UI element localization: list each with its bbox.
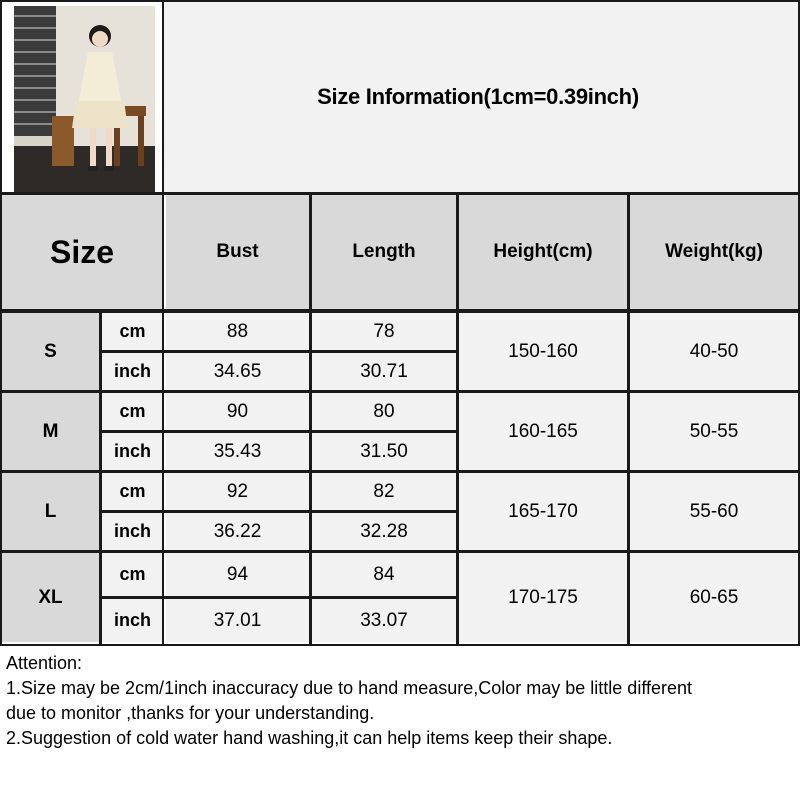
bust-cm-cell <box>166 313 309 350</box>
note-line-1: 1.Size may be 2cm/1inch inaccuracy due to hand measure,Color may be little different <box>6 678 693 698</box>
page-title: Size Information(1cm=0.39inch) <box>317 84 639 109</box>
length-column-header <box>312 195 456 309</box>
length-inch-cell <box>312 433 456 470</box>
unit-label-inch <box>102 353 163 390</box>
bust-inch-cell <box>166 353 309 390</box>
grid-line <box>0 192 800 195</box>
cell-value: 94 <box>226 563 249 585</box>
unit-value: cm <box>119 481 146 501</box>
unit-value: cm <box>119 321 146 341</box>
unit-label-inch <box>102 433 163 470</box>
bust-cm-cell <box>166 553 309 596</box>
length-inch-cell <box>312 599 456 642</box>
unit-label-cm <box>102 473 163 510</box>
cell-value: 160-165 <box>508 420 578 442</box>
bust-inch-cell <box>166 599 309 642</box>
unit-value: inch <box>113 361 151 381</box>
unit-label-inch <box>102 513 163 550</box>
weight-range-cell <box>630 553 798 642</box>
size-label-xl <box>2 553 99 642</box>
cell-value: 32.28 <box>360 520 408 542</box>
unit-label-inch <box>102 599 163 642</box>
weight-header-label: Weight(kg) <box>665 241 763 262</box>
grid-line <box>102 510 456 513</box>
cell-value: 30.71 <box>360 360 408 382</box>
grid-line <box>0 470 800 473</box>
length-cm-cell <box>312 393 456 430</box>
unit-value: inch <box>113 521 151 541</box>
length-header-label: Length <box>352 241 416 262</box>
unit-value: inch <box>113 610 151 630</box>
bust-column-header <box>166 195 309 309</box>
cell-value: 84 <box>373 563 395 585</box>
cell-value: 31.50 <box>360 440 408 462</box>
height-range-cell <box>459 473 627 550</box>
grid-line <box>162 0 164 644</box>
product-photo-cell <box>2 2 162 192</box>
grid-line <box>627 192 630 644</box>
weight-column-header <box>630 195 798 309</box>
unit-label-cm <box>102 313 163 350</box>
height-column-header <box>459 195 627 309</box>
weight-range-cell <box>630 393 798 470</box>
cell-value: 33.07 <box>360 609 408 631</box>
length-cm-cell <box>312 313 456 350</box>
grid-line <box>102 430 456 433</box>
unit-label-cm <box>102 393 163 430</box>
cell-value: 78 <box>373 320 395 342</box>
grid-line <box>0 390 800 393</box>
height-range-cell <box>459 393 627 470</box>
size-value: S <box>44 340 57 362</box>
cell-value: 50-55 <box>689 420 739 442</box>
cell-value: 35.43 <box>213 440 262 462</box>
grid-line <box>102 350 456 353</box>
cell-value: 170-175 <box>508 586 578 608</box>
size-value: M <box>42 420 59 442</box>
unit-value: cm <box>119 401 146 421</box>
cell-value: 60-65 <box>689 586 739 608</box>
size-label-s <box>2 313 99 390</box>
weight-range-cell <box>630 473 798 550</box>
height-range-cell <box>459 553 627 642</box>
cell-value: 165-170 <box>508 500 578 522</box>
grid-line <box>99 313 102 644</box>
unit-label-cm <box>102 553 163 596</box>
size-label-m <box>2 393 99 470</box>
size-value: L <box>44 500 57 522</box>
note-line-1-continued: due to monitor ,thanks for your understanding. <box>6 703 375 723</box>
size-header-label: Size <box>49 233 115 270</box>
unit-value: inch <box>113 441 151 461</box>
grid-line <box>102 596 456 599</box>
cell-value: 90 <box>226 400 249 422</box>
product-photo <box>14 6 155 192</box>
cell-value: 82 <box>373 480 395 502</box>
note-line-2: 2.Suggestion of cold water hand washing,it can help items keep their shape. <box>6 728 613 748</box>
height-range-cell <box>459 313 627 390</box>
bust-inch-cell <box>166 513 309 550</box>
cell-value: 37.01 <box>213 609 262 631</box>
length-cm-cell <box>312 553 456 596</box>
grid-line <box>456 192 459 644</box>
height-header-label: Height(cm) <box>493 241 593 262</box>
bust-cm-cell <box>166 473 309 510</box>
grid-line <box>0 309 800 313</box>
size-column-header <box>2 195 162 309</box>
cell-value: 34.65 <box>213 360 262 382</box>
unit-value: cm <box>119 564 146 584</box>
size-value: XL <box>38 586 63 608</box>
grid-line <box>0 550 800 553</box>
grid-line <box>0 0 800 2</box>
cell-value: 150-160 <box>508 340 578 362</box>
cell-value: 40-50 <box>689 340 739 362</box>
title-cell <box>164 2 798 192</box>
attention-notes <box>0 644 800 800</box>
bust-header-label: Bust <box>216 241 259 262</box>
bust-cm-cell <box>166 393 309 430</box>
weight-range-cell <box>630 313 798 390</box>
cell-value: 88 <box>226 320 249 342</box>
size-label-l <box>2 473 99 550</box>
length-cm-cell <box>312 473 456 510</box>
length-inch-cell <box>312 353 456 390</box>
cell-value: 55-60 <box>689 500 739 522</box>
length-inch-cell <box>312 513 456 550</box>
cell-value: 36.22 <box>213 520 262 542</box>
cell-value: 80 <box>373 400 395 422</box>
cell-value: 92 <box>226 480 249 502</box>
grid-line <box>309 192 312 644</box>
grid-line <box>0 0 2 644</box>
bust-inch-cell <box>166 433 309 470</box>
notes-heading: Attention: <box>6 653 83 673</box>
